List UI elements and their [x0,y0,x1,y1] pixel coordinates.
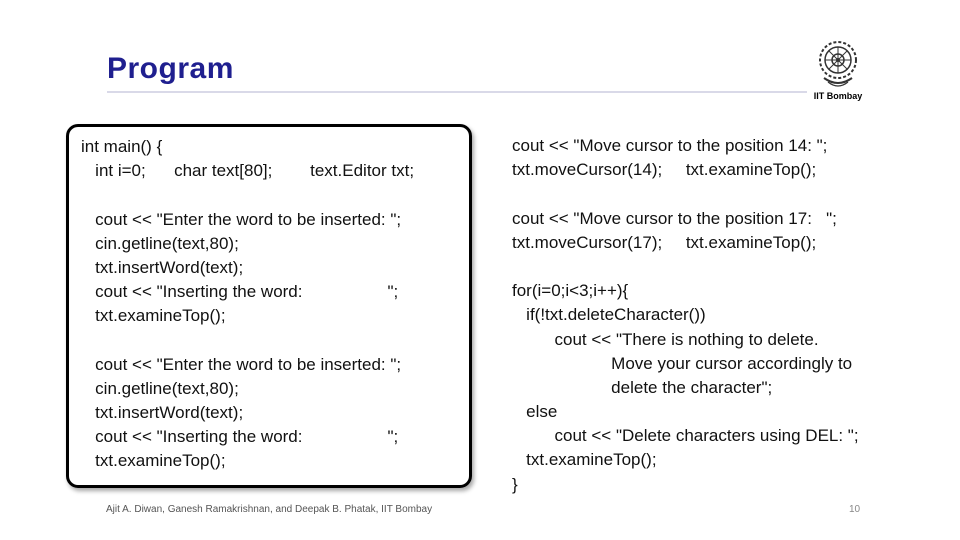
code-line: int i=0; char text[80]; text.Editor txt; [81,161,415,181]
left-code-block [81,135,414,474]
code-line [512,255,859,279]
slide-footer: Ajit A. Diwan, Ganesh Ramakrishnan, and Deepak B. Phatak, IIT Bombay [106,504,433,515]
code-line: txt.examineTop(); [81,306,226,326]
code-line: } [512,474,518,494]
right-code-block [512,134,859,497]
slide-title: Program [107,52,234,85]
code-line [81,183,414,207]
code-line: cout << "There is nothing to delete. [512,329,819,349]
institute-seal-icon [818,40,858,90]
code-line: for(i=0;i<3;i++){ [512,281,629,301]
code-line: cout << "Enter the word to be inserted: "; [81,209,402,229]
iit-bombay-logo [808,40,868,106]
logo-caption: IIT Bombay [813,91,863,101]
page-number: 10 [849,504,861,515]
code-line: cin.getline(text,80); [81,378,239,398]
code-line: cout << "Move cursor to the position 17: "; [512,208,837,228]
code-line: txt.insertWord(text); [81,257,244,277]
code-line: if(!txt.deleteCharacter()) [512,305,706,325]
code-line: delete the character"; [512,377,773,397]
code-line: txt.moveCursor(17); txt.examineTop(); [512,232,817,252]
code-line [81,329,414,353]
code-line: cout << "Enter the word to be inserted: "; [81,354,402,374]
code-line: cout << "Delete characters using DEL: "; [512,426,859,446]
code-line [512,182,859,206]
code-line: Move your cursor accordingly to [512,353,853,373]
code-line: cout << "Move cursor to the position 14: "; [512,136,828,155]
code-line: txt.insertWord(text); [81,403,244,423]
code-line: txt.moveCursor(14); txt.examineTop(); [512,160,817,180]
code-line: txt.examineTop(); [512,450,657,470]
code-line: cin.getline(text,80); [81,233,239,253]
code-line: int main() { [81,137,163,156]
title-underline [107,91,807,93]
code-line: cout << "Inserting the word: "; [81,282,399,302]
code-line: txt.examineTop(); [81,451,226,471]
code-line: cout << "Inserting the word: "; [81,427,399,447]
code-line: else [512,402,558,422]
